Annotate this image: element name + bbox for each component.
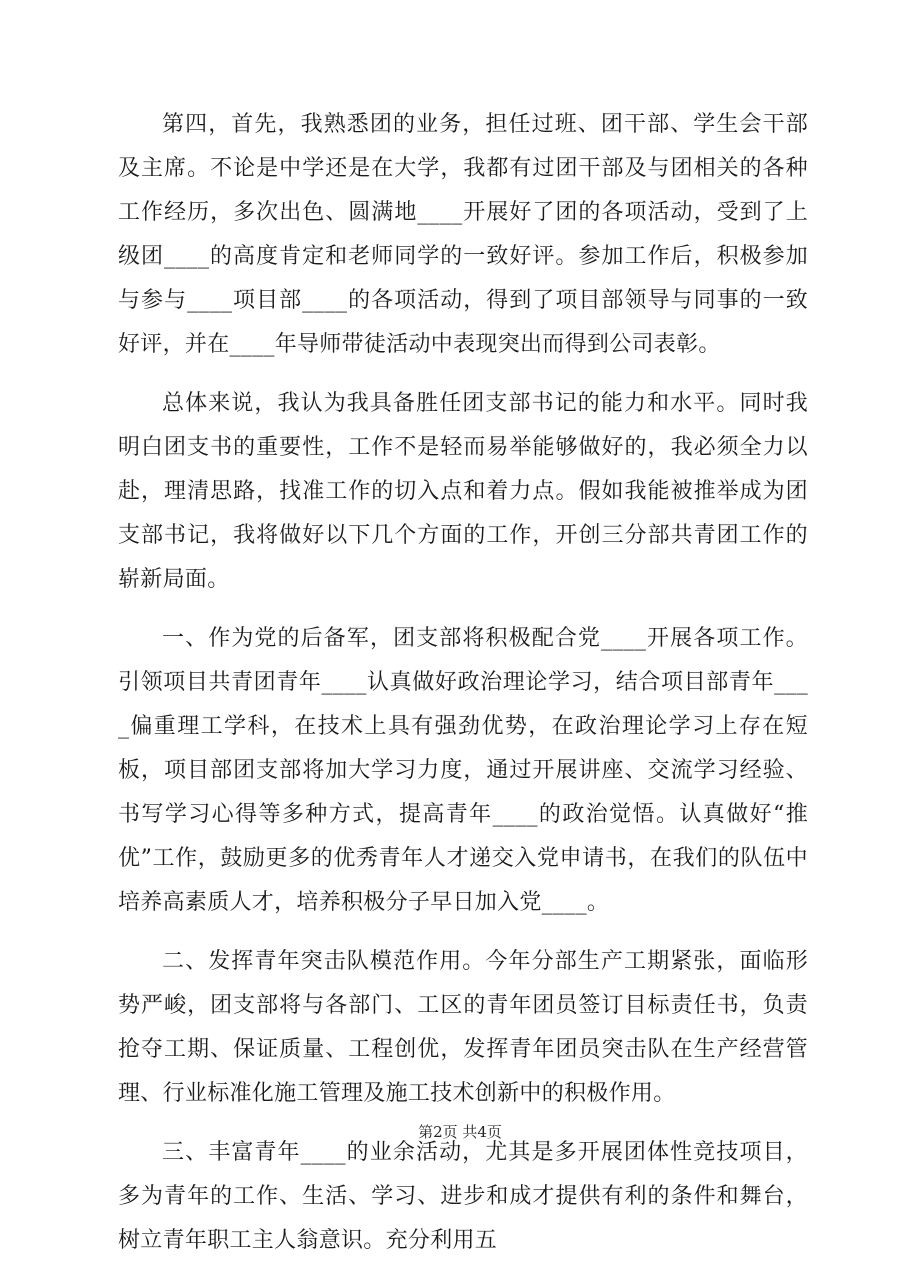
paragraph-4: 二、发挥青年突击队模范作用。今年分部生产工期紧张，面临形势严峻，团支部将与各部门、工区的青年团员签订目标责任书，负责抢夺工期、保证质量、工程创优，发挥青年团员突击队在生产经营管理、行业标准化施工管理及施工技术创新中的积极作用。 xyxy=(118,949,808,1106)
paragraph-5: 三、丰富青年____的业余活动，尤其是多开展团体性竞技项目，多为青年的工作、生活、学习、进步和成才提供有利的条件和舞台，树立青年职工主人翁意识。充分利用五 xyxy=(118,1140,808,1253)
paragraph-2: 总体来说，我认为我具备胜任团支部书记的能力和水平。同时我明白团支书的重要性，工作不是轻而易举能够做好的，我必须全力以赴，理清思路，找准工作的切入点和着力点。假如我能被推举成为团支部书记，我将做好以下几个方面的工作，开创三分部共青团工作的崭新局面。 xyxy=(118,391,808,592)
page-number-footer: 第2页 共4页 xyxy=(418,1123,502,1141)
paragraph-3: 一、作为党的后备军，团支部将积极配合党____开展各项工作。引领项目共青团青年____认真做好政治理论学习，结合项目部青年____偏重理工学科，在技术上具有强劲优势，在政治理论学习上存在短板，项目部团支部将加大学习力度，通过开展讲座、交流学习经验、书写学习心得等多种方式，提高青年____的政治觉悟。认真做好“推优”工作，鼓励更多的优秀青年人才递交入党申请书，在我们的队伍中培养高素质人才，培养积极分子早日加入党____。 xyxy=(118,626,808,915)
paragraph-1: 第四，首先，我熟悉团的业务，担任过班、团干部、学生会干部及主席。不论是中学还是在大学，我都有过团干部及与团相关的各种工作经历，多次出色、圆满地____开展好了团的各项活动，受到了上级团____的高度肯定和老师同学的一致好评。参加工作后，积极参加与参与____项目部____的各项活动，得到了项目部领导与同事的一致好评，并在____年导师带徒活动中表现突出而得到公司表彰。 xyxy=(118,112,808,357)
document-body xyxy=(118,103,808,1278)
